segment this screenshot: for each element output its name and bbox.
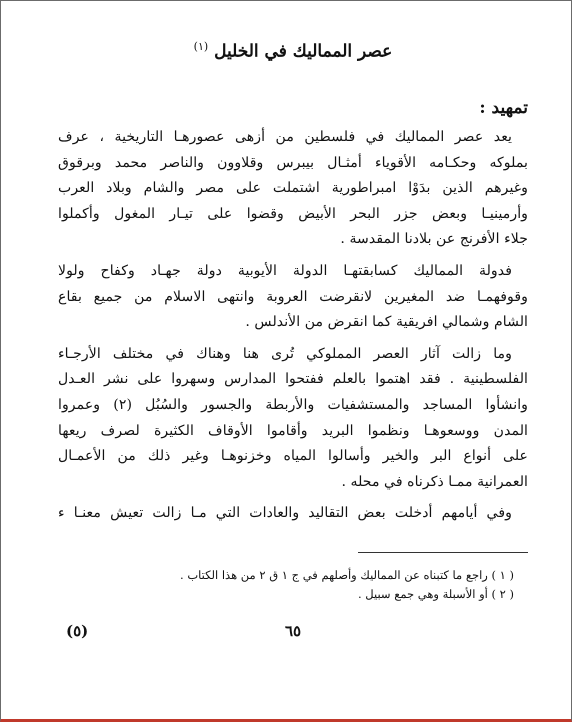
section-heading: تمهيد : — [479, 98, 528, 118]
paragraph — [58, 125, 528, 253]
text-line: وأرمينيـا وبعض جزر البحر الأبيض وقضوا على تيـار المغول وأكملوا — [58, 205, 528, 222]
document-page — [58, 0, 528, 722]
text-line: على أنواع البر والخير وأسالوا المياه وخزنوهـا وغير ذلك من الأعمـال — [58, 448, 528, 465]
footnote: ( ٢ ) أو الأسبلة وهي جمع سبيل . — [357, 587, 514, 601]
text-line: وما زالت آثار العصر المملوكي تُرى هنا وهناك في مختلف الأرجـاء — [58, 345, 512, 362]
title-footnote-marker: (١) — [193, 40, 209, 53]
page-number: ٦٥ — [284, 622, 302, 640]
title-text: عصر المماليك في الخليل — [214, 41, 393, 62]
folio-number: (٥) — [66, 622, 89, 640]
text-line: الفلسطينية . فقد اهتموا بالعلم ففتحوا المدارس وسهروا على نشر العـدل — [58, 371, 528, 388]
paragraph — [58, 259, 528, 336]
text-line: فدولة المماليك كسابقتهـا الدولة الأيوبية دولة جهـاد وكفاح ولولا — [58, 262, 512, 279]
text-line: المدن ووسعوهـا ونظموا البريد وأقاموا الأوقاف الكثيرة لصرف ريعها — [58, 422, 528, 439]
text-line: وفي أيامهم أدخلت بعض التقاليد والعادات التي مـا زالت تعيش معنـا ء — [58, 505, 512, 522]
text-line: الشام وشمالي افريقية كما انقرض من الأندلس . — [245, 314, 528, 331]
footnote: ( ١ ) راجع ما كتبناه عن المماليك وأصلهم في ج ١ ق ٢ من هذا الكتاب . — [180, 568, 514, 582]
paragraph — [58, 342, 528, 496]
text-line: جلاء الأفرنج عن بلادنا المقدسة . — [340, 231, 528, 248]
text-line: بملوكه وحكـامه الأقوياء أمثـال بيبرس وقلاوون والناصر محمد وبرقوق — [58, 154, 528, 171]
page-title — [58, 40, 528, 62]
text-line: العمرانية ممـا ذكرناه في محله . — [341, 473, 528, 490]
text-line: وانشأوا المساجد والمستشفيات والأربطة والجسور والسُبُل (٢) وعمروا — [58, 396, 528, 413]
footnotes — [58, 566, 528, 604]
text-line: وغيرهم الذين بدَوْا امبراطورية اشتملت على مصر والشام وبلاد العرب — [58, 180, 528, 197]
body-text — [58, 125, 528, 533]
text-line: وقوفهمـا ضد المغيرين لانقرضت العروبة وانتهى الاسلام من جميع بقاع — [58, 288, 528, 305]
footnote-separator — [358, 552, 528, 553]
text-line: يعد عصر المماليك في فلسطين من أزهى عصورهـا التاريخية ، عرف — [58, 129, 512, 145]
paragraph — [58, 501, 528, 527]
